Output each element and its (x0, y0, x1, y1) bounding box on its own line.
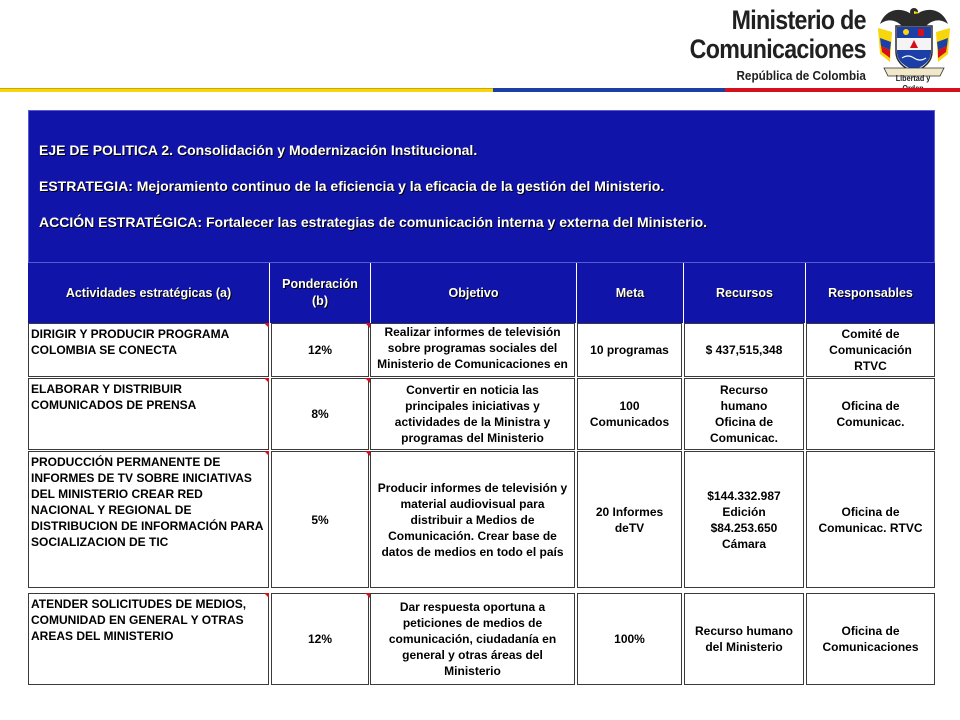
table-row-3-objective: Producir informes de televisión y material audiovisual para distribuir a Medios de Comunicación. Crear base de datos de medios en todo el país (370, 451, 575, 588)
comment-indicator-icon (264, 451, 269, 456)
policy-panel (28, 110, 935, 263)
column-header-objective: Objetivo (370, 263, 576, 323)
table-row-3-weight: 5% (271, 451, 369, 588)
table-row-1-activity: DIRIGIR Y PRODUCIR PROGRAMA COLOMBIA SE CONECTA (28, 323, 269, 377)
policy-strategy: ESTRATEGIA: Mejoramiento continuo de la eficiencia y la eficacia de la gestión del Ministerio. (39, 178, 665, 194)
table-row-1-weight: 12% (271, 323, 369, 377)
flag-color-bar (0, 88, 960, 95)
table-row-3-responsible: Oficina de Comunicac. RTVC (806, 451, 935, 588)
table-row-3-goal: 20 Informes deTV (577, 451, 682, 588)
table-row-3-resources: $144.332.987 Edición $84.253.650 Cámara (684, 451, 804, 588)
table-row-4-objective: Dar respuesta oportuna a peticiones de medios de comunicación, ciudadanía en general y otras áreas del Ministerio (370, 593, 575, 685)
ministry-title-line2: Comunicaciones (689, 34, 866, 64)
table-row-1-goal: 10 programas (577, 323, 682, 377)
table-row-1-resources: $ 437,515,348 (684, 323, 804, 377)
activities-table (28, 263, 935, 686)
ministry-subtitle: República de Colombia (736, 68, 866, 83)
table-row-4-responsible: Oficina de Comunicaciones (806, 593, 935, 685)
table-row-3-activity: PRODUCCIÓN PERMANENTE DE INFORMES DE TV SOBRE INICIATIVAS DEL MINISTERIO CREAR RED NACIONAL Y REGIONAL DE DISTRIBUCION DE INFORMACIÓN PARA SOCIALIZACION DE TIC (28, 451, 269, 588)
table-row-2-weight: 8% (271, 378, 369, 450)
table-row-4-goal: 100% (577, 593, 682, 685)
table-row-4-activity: ATENDER SOLICITUDES DE MEDIOS, COMUNIDAD EN GENERAL Y OTRAS AREAS DEL MINISTERIO (28, 593, 269, 685)
flag-bar-blue (493, 88, 725, 92)
policy-axis: EJE DE POLITICA 2. Consolidación y Modernización Institucional. (39, 142, 478, 158)
column-header-resources: Recursos (683, 263, 805, 323)
policy-action: ACCIÓN ESTRATÉGICA: Fortalecer las estrategias de comunicación interna y externa del Ministerio. (39, 214, 708, 230)
crest-motto: Libertad y (895, 73, 931, 83)
comment-indicator-icon (365, 593, 370, 598)
table-row-1-responsible: Comité de Comunicación RTVC (806, 323, 935, 377)
comment-indicator-icon (365, 451, 370, 456)
comment-indicator-icon (264, 378, 269, 383)
column-header-goal: Meta (576, 263, 683, 323)
page-header (0, 0, 960, 95)
table-row-4-weight: 12% (271, 593, 369, 685)
table-row-1-objective: Realizar informes de televisión sobre programas sociales del Ministerio de Comunicaciones en (370, 323, 575, 377)
table-row-2-responsible: Oficina de Comunicac. (806, 378, 935, 450)
comment-indicator-icon (264, 593, 269, 598)
table-row-2-activity: ELABORAR Y DISTRIBUIR COMUNICADOS DE PRENSA (28, 378, 269, 450)
comment-indicator-icon (365, 378, 370, 383)
ministry-title (661, 6, 866, 86)
flag-bar-yellow (0, 88, 493, 92)
comment-indicator-icon (365, 323, 370, 328)
table-row-4-resources: Recurso humano del Ministerio (684, 593, 804, 685)
table-row-2-resources: Recurso humano Oficina de Comunicac. (684, 378, 804, 450)
comment-indicator-icon (264, 323, 269, 328)
flag-bar-red (725, 88, 960, 92)
column-header-activities: Actividades estratégicas (a) (28, 263, 269, 323)
column-header-responsible: Responsables (805, 263, 935, 323)
ministry-title-line1: Ministerio de (731, 5, 866, 35)
table-row-2-objective: Convertir en noticia las principales iniciativas y actividades de la Ministra y programas del Ministerio (370, 378, 575, 450)
table-row-2-goal: 100 Comunicados (577, 378, 682, 450)
column-header-weight: Ponderación (b) (269, 263, 370, 323)
